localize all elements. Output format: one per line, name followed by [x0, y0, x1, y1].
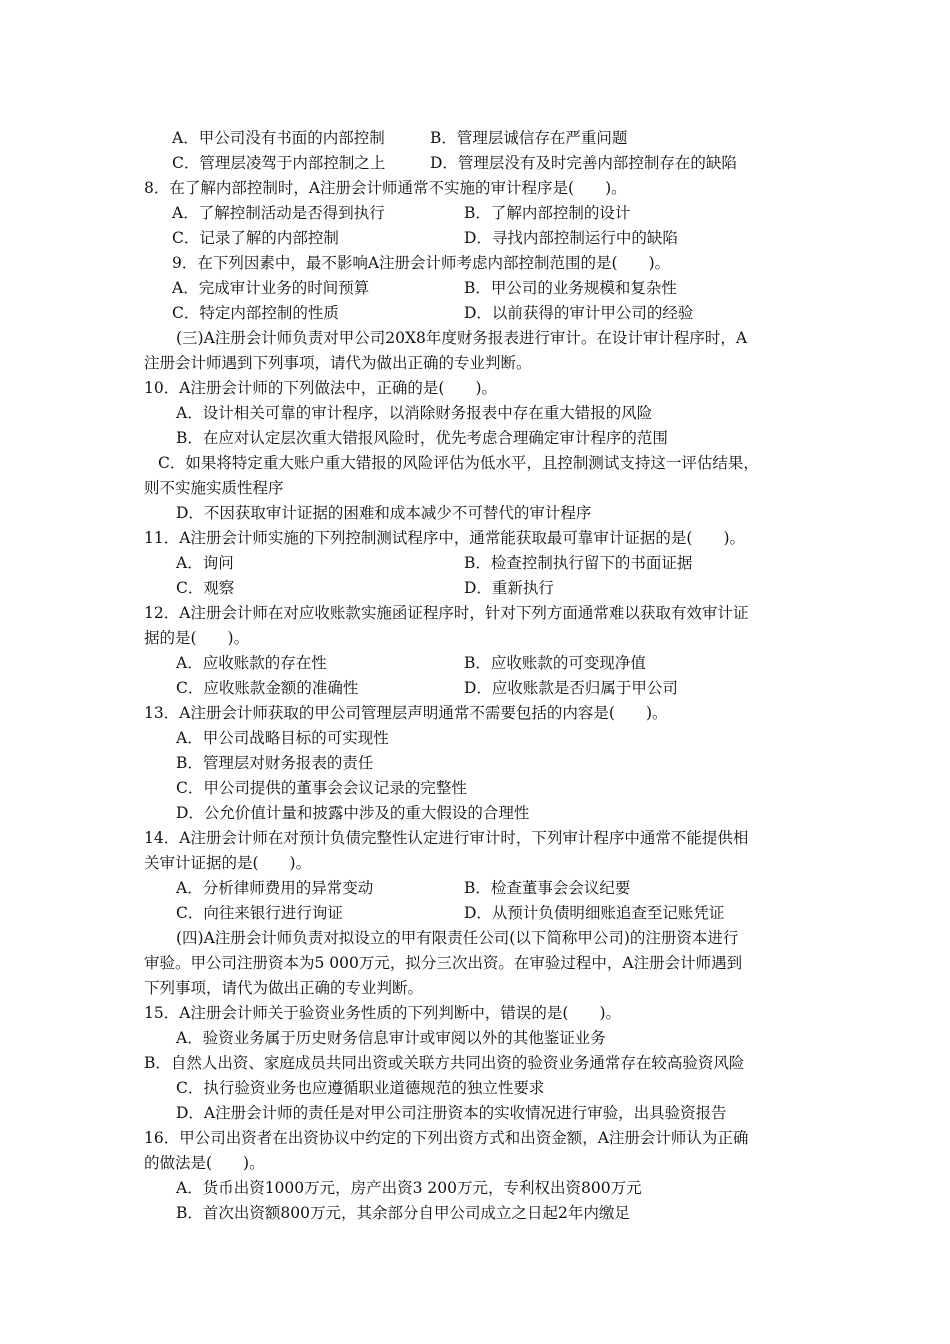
question-11: 11．A注册会计师实施的下列控制测试程序中，通常能获取最可靠审计证据的是( )。: [144, 529, 746, 547]
option-13c: C．甲公司提供的董事会会议记录的完整性: [176, 779, 467, 797]
question-9: 9．在下列因素中，最不影响A注册会计师考虑内部控制范围的是( )。: [172, 254, 671, 272]
option-13b: B．管理层对财务报表的责任: [176, 754, 374, 772]
option-14b: B．检查董事会会议纪要: [464, 879, 631, 897]
option-15d: D．A注册会计师的责任是对甲公司注册资本的实收情况进行审验，出具验资报告: [176, 1104, 727, 1122]
option-8b: B．了解内部控制的设计: [464, 204, 631, 222]
option-12b: B．应收账款的可变现净值: [464, 654, 646, 672]
option-11a: A．询问: [176, 554, 234, 572]
option-9b: B．甲公司的业务规模和复杂性: [464, 279, 677, 297]
option-8a: A．了解控制活动是否得到执行: [172, 204, 385, 222]
option-7b: B．管理层诚信存在严重问题: [430, 129, 628, 147]
option-15a: A．验资业务属于历史财务信息审计或审阅以外的其他鉴证业务: [176, 1029, 606, 1047]
option-10c: C．如果将特定重大账户重大错报的风险评估为低水平，且控制测试支持这一评估结果，: [158, 454, 759, 472]
option-9c: C．特定内部控制的性质: [172, 304, 339, 322]
question-12: 12．A注册会计师在对应收账款实施函证程序时，针对下列方面通常难以获取有效审计证: [144, 604, 749, 622]
question-14-cont: 关审计证据的是( )。: [144, 854, 312, 872]
option-7c: C．管理层凌驾于内部控制之上: [172, 154, 386, 172]
option-7d: D．管理层没有及时完善内部控制存在的缺陷: [430, 154, 737, 172]
option-15b: B．自然人出资、家庭成员共同出资或关联方共同出资的验资业务通常存在较高验资风险: [144, 1054, 745, 1072]
option-10d: D．不因获取审计证据的困难和成本减少不可替代的审计程序: [176, 504, 592, 522]
section-4-intro-cont: 审验。甲公司注册资本为5 000万元，拟分三次出资。在审验过程中，A注册会计师遇到: [144, 954, 743, 972]
option-12c: C．应收账款金额的准确性: [176, 679, 359, 697]
question-13: 13．A注册会计师获取的甲公司管理层声明通常不需要包括的内容是( )。: [144, 704, 668, 722]
option-13d: D．公允价值计量和披露中涉及的重大假设的合理性: [176, 804, 530, 822]
option-13a: A．甲公司战略目标的可实现性: [176, 729, 389, 747]
option-12d: D．应收账款是否归属于甲公司: [464, 679, 678, 697]
question-16-cont: 的做法是( )。: [144, 1154, 265, 1172]
question-8: 8．在了解内部控制时，A注册会计师通常不实施的审计程序是( )。: [144, 179, 627, 197]
option-16a: A．货币出资1000万元，房产出资3 200万元，专利权出资800万元: [176, 1179, 642, 1197]
option-14c: C．向往来银行进行询证: [176, 904, 343, 922]
question-16: 16．甲公司出资者在出资协议中约定的下列出资方式和出资金额，A注册会计师认为正确: [144, 1129, 749, 1147]
option-10c-cont: 则不实施实质性程序: [144, 479, 284, 497]
section-4-intro-cont2: 下列事项，请代为做出正确的专业判断。: [144, 979, 424, 997]
option-7a: A．甲公司没有书面的内部控制: [172, 129, 385, 147]
option-11c: C．观察: [176, 579, 235, 597]
option-9d: D．以前获得的审计甲公司的经验: [464, 304, 694, 322]
section-3-intro: (三)A注册会计师负责对甲公司20X8年度财务报表进行审计。在设计审计程序时，A: [176, 329, 748, 347]
question-15: 15．A注册会计师关于验资业务性质的下列判断中，错误的是( )。: [144, 1004, 622, 1022]
option-8d: D．寻找内部控制运行中的缺陷: [464, 229, 678, 247]
option-8c: C．记录了解的内部控制: [172, 229, 339, 247]
option-16b: B．首次出资额800万元，其余部分自甲公司成立之日起2年内缴足: [176, 1204, 630, 1222]
option-11d: D．重新执行: [464, 579, 554, 597]
section-4-intro: (四)A注册会计师负责对拟设立的甲有限责任公司(以下简称甲公司)的注册资本进行: [176, 929, 739, 947]
question-14: 14．A注册会计师在对预计负债完整性认定进行审计时，下列审计程序中通常不能提供相: [144, 829, 749, 847]
option-15c: C．执行验资业务也应遵循职业道德规范的独立性要求: [176, 1079, 545, 1097]
option-11b: B．检查控制执行留下的书面证据: [464, 554, 693, 572]
question-10: 10．A注册会计师的下列做法中，正确的是( )。: [144, 379, 498, 397]
option-12a: A．应收账款的存在性: [176, 654, 327, 672]
option-10b: B．在应对认定层次重大错报风险时，优先考虑合理确定审计程序的范围: [176, 429, 668, 447]
question-12-cont: 据的是( )。: [144, 629, 250, 647]
option-9a: A．完成审计业务的时间预算: [172, 279, 370, 297]
section-3-intro-cont: 注册会计师遇到下列事项，请代为做出正确的专业判断。: [144, 354, 532, 372]
option-14a: A．分析律师费用的异常变动: [176, 879, 374, 897]
option-10a: A．设计相关可靠的审计程序，以消除财务报表中存在重大错报的风险: [176, 404, 653, 422]
option-14d: D．从预计负债明细账追查至记账凭证: [464, 904, 725, 922]
